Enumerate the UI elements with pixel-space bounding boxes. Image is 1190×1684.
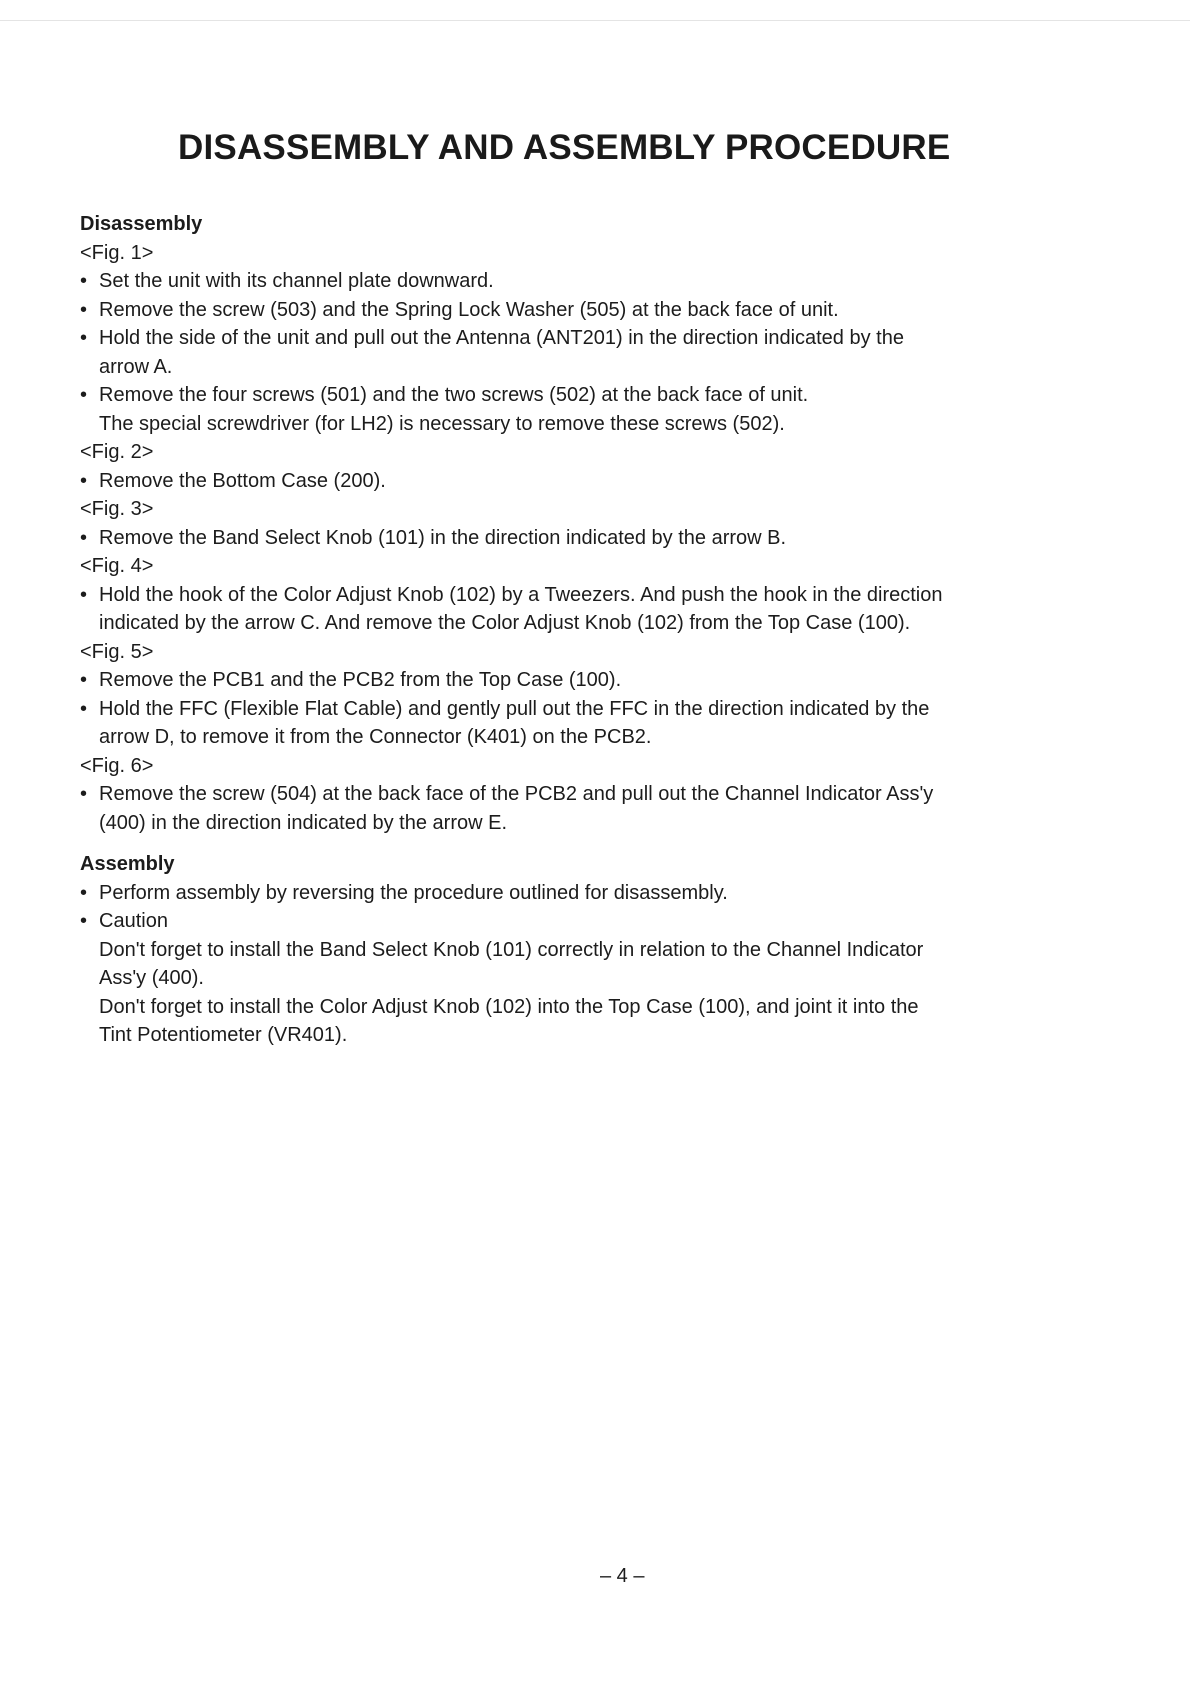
figure-group — [80, 752, 1080, 838]
step-text: Remove the screw (503) and the Spring Lock Washer (505) at the back face of unit. — [99, 298, 839, 321]
figure-group — [80, 495, 1080, 552]
figure-label: <Fig. 1> — [80, 241, 154, 264]
step-text: Remove the Bottom Case (200). — [99, 469, 386, 492]
bullet-marker: • — [80, 783, 88, 805]
bullet-marker: • — [80, 910, 88, 932]
bullet-marker: • — [80, 526, 88, 549]
step-text: The special screwdriver (for LH2) is necessary to remove these screws (502). — [99, 412, 785, 435]
step-text: Don't forget to install the Color Adjust Knob (102) into the Top Case (100), and joint it into the — [99, 995, 919, 1018]
step-text: Hold the hook of the Color Adjust Knob (102) by a Tweezers. And push the hook in the direction — [99, 583, 943, 606]
step-text: Remove the Band Select Knob (101) in the direction indicated by the arrow B. — [99, 526, 787, 549]
step-text: Hold the side of the unit and pull out the Antenna (ANT201) in the direction indicated by the — [99, 327, 904, 349]
bullet-marker: • — [80, 583, 88, 606]
assembly-heading: Assembly — [80, 853, 175, 875]
page-title: DISASSEMBLY AND ASSEMBLY PROCEDURE — [178, 128, 951, 167]
bullet-marker: • — [80, 298, 88, 321]
bullet-marker: • — [80, 881, 88, 904]
step-text: Perform assembly by reversing the procedure outlined for disassembly. — [99, 881, 728, 904]
figure-group — [80, 552, 1080, 638]
figure-label: <Fig. 2> — [80, 441, 154, 463]
step-item — [80, 324, 1080, 381]
step-item — [80, 524, 1080, 553]
figure-group — [80, 438, 1080, 495]
step-text: Caution — [99, 910, 168, 932]
step-text: (400) in the direction indicated by the arrow E. — [99, 811, 507, 834]
step-text: Remove the PCB1 and the PCB2 from the Top Case (100). — [99, 669, 622, 691]
step-text: arrow D, to remove it from the Connector (K401) on the PCB2. — [99, 726, 652, 748]
step-text: Ass'y (400). — [99, 967, 204, 989]
step-item — [80, 296, 1080, 325]
step-item — [80, 381, 1080, 410]
disassembly-section — [80, 239, 1080, 838]
bullet-marker: • — [80, 469, 88, 492]
step-item — [80, 879, 1080, 908]
figure-label: <Fig. 6> — [80, 754, 154, 777]
bullet-marker: • — [80, 270, 88, 292]
bullet-marker: • — [80, 384, 88, 406]
figure-group — [80, 239, 1080, 439]
bullet-marker: • — [80, 327, 88, 349]
bullet-marker: • — [80, 697, 88, 720]
step-item — [80, 780, 1080, 837]
disassembly-heading: Disassembly — [80, 213, 203, 235]
scan-top-rule — [0, 20, 1190, 21]
step-text: Hold the FFC (Flexible Flat Cable) and gently pull out the FFC in the direction indicated by the — [99, 697, 930, 720]
step-text: Tint Potentiometer (VR401). — [99, 1024, 348, 1046]
step-item — [80, 695, 1080, 752]
procedure-content — [80, 210, 1080, 1050]
step-item — [80, 666, 1080, 695]
figure-label: <Fig. 3> — [80, 498, 154, 520]
step-text: indicated by the arrow C. And remove the Color Adjust Knob (102) from the Top Case (100). — [99, 612, 911, 634]
bullet-marker: • — [80, 669, 88, 691]
step-item — [80, 907, 1080, 936]
step-text: Don't forget to install the Band Select Knob (101) correctly in relation to the Channel Indicator — [99, 938, 924, 961]
step-item — [80, 993, 1080, 1050]
step-item — [80, 267, 1080, 296]
step-item — [80, 581, 1080, 638]
step-text: Set the unit with its channel plate downward. — [99, 270, 494, 292]
step-item — [80, 467, 1080, 496]
step-text: arrow A. — [99, 355, 173, 378]
figure-label: <Fig. 5> — [80, 640, 154, 663]
page-number: – 4 – — [600, 1565, 645, 1587]
step-text: Remove the screw (504) at the back face of the PCB2 and pull out the Channel Indicator Ass'y — [99, 783, 934, 805]
step-item — [80, 936, 1080, 993]
step-text: Remove the four screws (501) and the two screws (502) at the back face of unit. — [99, 384, 809, 406]
figure-label: <Fig. 4> — [80, 555, 154, 577]
step-item — [80, 410, 1080, 439]
figure-group — [80, 638, 1080, 752]
assembly-section — [80, 879, 1080, 1050]
